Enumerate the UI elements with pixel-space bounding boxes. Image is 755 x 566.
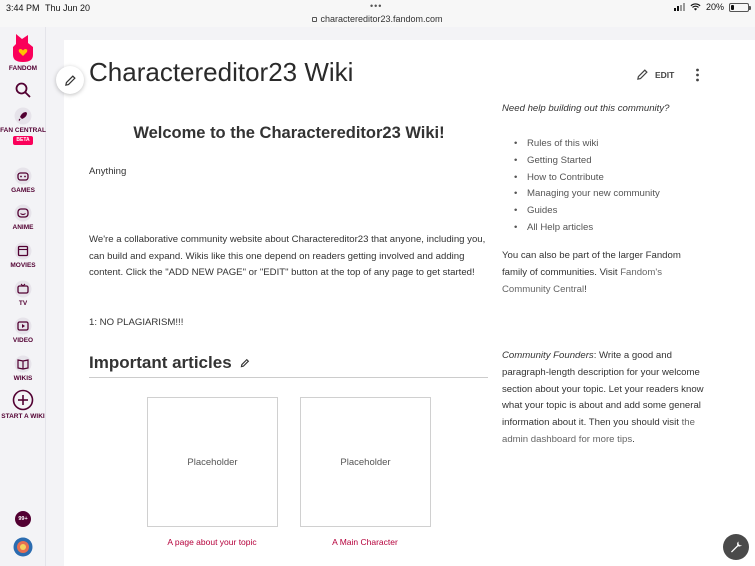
gallery-caption-link[interactable]: A page about your topic — [167, 537, 257, 547]
status-indicators — [674, 2, 749, 12]
welcome-heading: Welcome to the Charactereditor23 Wiki! — [133, 124, 445, 142]
rail-item-label: START A WIKI — [1, 413, 45, 420]
page-title: Charactereditor23 Wiki — [89, 57, 354, 87]
status-bar — [0, 0, 755, 27]
notifications-count: 99+ — [18, 516, 28, 522]
admin-dashboard-link[interactable]: the admin dashboard for more tips — [502, 417, 695, 445]
battery-fill — [731, 5, 734, 10]
address-bar[interactable] — [0, 14, 755, 24]
status-time: 3:44 PM — [6, 3, 40, 13]
founders-body: : Write a good and paragraph-length description for your welcome section about your topic. Let your readers know what your topic is about and add some general information about it. Then you should visit — [502, 350, 704, 429]
rail-item-games[interactable] — [0, 167, 46, 194]
battery-icon — [729, 3, 749, 12]
fandom-family-suffix: ! — [584, 283, 587, 295]
help-link[interactable]: • Rules of this wiki — [514, 136, 660, 153]
founders-label: Community Founders — [502, 350, 594, 361]
help-link[interactable]: • Guides — [514, 203, 660, 220]
search-button[interactable] — [0, 82, 46, 100]
movies-icon — [14, 242, 32, 260]
fandom-family-text — [502, 248, 698, 298]
edit-button-label: EDIT — [655, 69, 675, 80]
page-tools-button[interactable] — [723, 534, 749, 560]
fandom-logo-icon — [11, 33, 35, 63]
section-heading — [89, 353, 488, 378]
rail-item-label: GAMES — [11, 187, 35, 194]
rail-item-label: FAN CENTRAL — [0, 127, 46, 134]
rocket-icon — [14, 107, 32, 125]
rail-item-label: WIKIS — [13, 375, 33, 382]
notifications-button[interactable] — [0, 511, 46, 527]
help-link[interactable]: • Managing your new community — [514, 186, 660, 203]
fandom-family-prefix: You can also be part of the larger Fandom family of communities. Visit — [502, 250, 681, 278]
help-links — [514, 136, 660, 237]
rail-item-video[interactable] — [0, 317, 46, 344]
gallery-placeholder[interactable] — [300, 397, 431, 527]
rail-item-anime[interactable] — [0, 204, 46, 231]
placeholder-text: Placeholder — [187, 456, 238, 468]
user-avatar-button[interactable] — [0, 537, 46, 559]
community-description: We're a collaborative community website about Charactereditor23 that anyone, including you, can build and expand. Wikis like this one depend on readers getting involved and adding content. Click the "ADD NEW PAGE" or "EDIT" button at the top of any page to get started! — [89, 234, 486, 279]
beta-badge: BETA — [13, 136, 32, 145]
wikis-icon — [14, 355, 32, 373]
tv-icon — [14, 280, 32, 298]
games-icon — [14, 167, 32, 185]
signal-icon — [674, 3, 685, 11]
gallery-placeholder[interactable] — [147, 397, 278, 527]
notifications-icon — [15, 511, 31, 527]
rail-item-label: MOVIES — [10, 262, 36, 269]
section-edit-icon[interactable] — [240, 358, 250, 368]
rail-item-label: ANIME — [12, 224, 34, 231]
video-icon — [14, 317, 32, 335]
help-link[interactable]: • Getting Started — [514, 153, 660, 170]
fandom-logo-label: FANDOM — [8, 65, 38, 72]
rail-item-wikis[interactable] — [0, 355, 46, 382]
rail-item-start-a-wiki[interactable] — [0, 389, 46, 420]
rule-text: 1: NO PLAGIARISM!!! — [89, 317, 184, 328]
rail-item-label: VIDEO — [12, 337, 34, 344]
avatar — [13, 537, 33, 557]
more-options-icon[interactable] — [695, 68, 700, 82]
wrench-icon — [729, 540, 743, 554]
placeholder-text: Placeholder — [340, 456, 391, 468]
lock-icon — [312, 17, 317, 22]
search-icon — [15, 82, 31, 98]
rail-item-label: TV — [18, 300, 28, 307]
rail-item-movies[interactable] — [0, 242, 46, 269]
pencil-icon — [636, 68, 649, 81]
gallery-caption-link[interactable]: A Main Character — [332, 537, 398, 547]
help-link[interactable]: • How to Contribute — [514, 170, 660, 187]
founders-text — [502, 348, 710, 449]
battery-percent: 20% — [705, 2, 724, 12]
help-link[interactable]: • All Help articles — [514, 220, 660, 237]
status-date: Thu Jun 20 — [45, 3, 91, 13]
section-heading-text: Important articles — [89, 353, 232, 372]
global-navigation — [0, 27, 46, 566]
url-text: charactereditor23.fandom.com — [320, 14, 443, 24]
fandom-logo[interactable] — [0, 33, 46, 72]
wifi-icon — [690, 3, 701, 11]
founders-end: . — [632, 433, 635, 445]
floating-edit-button[interactable] — [56, 66, 84, 94]
community-central-link[interactable]: Fandom's Community Central — [502, 266, 663, 295]
anime-icon — [14, 204, 32, 222]
multitask-dots-icon[interactable]: ••• — [370, 1, 383, 11]
edit-button[interactable] — [636, 68, 674, 81]
intro-text: Anything — [89, 166, 127, 177]
plus-circle-icon — [12, 389, 34, 411]
help-heading: Need help building out this community? — [502, 103, 670, 114]
rail-item-fan-central[interactable] — [0, 107, 46, 145]
pencil-icon — [64, 74, 77, 87]
rail-item-tv[interactable] — [0, 280, 46, 307]
